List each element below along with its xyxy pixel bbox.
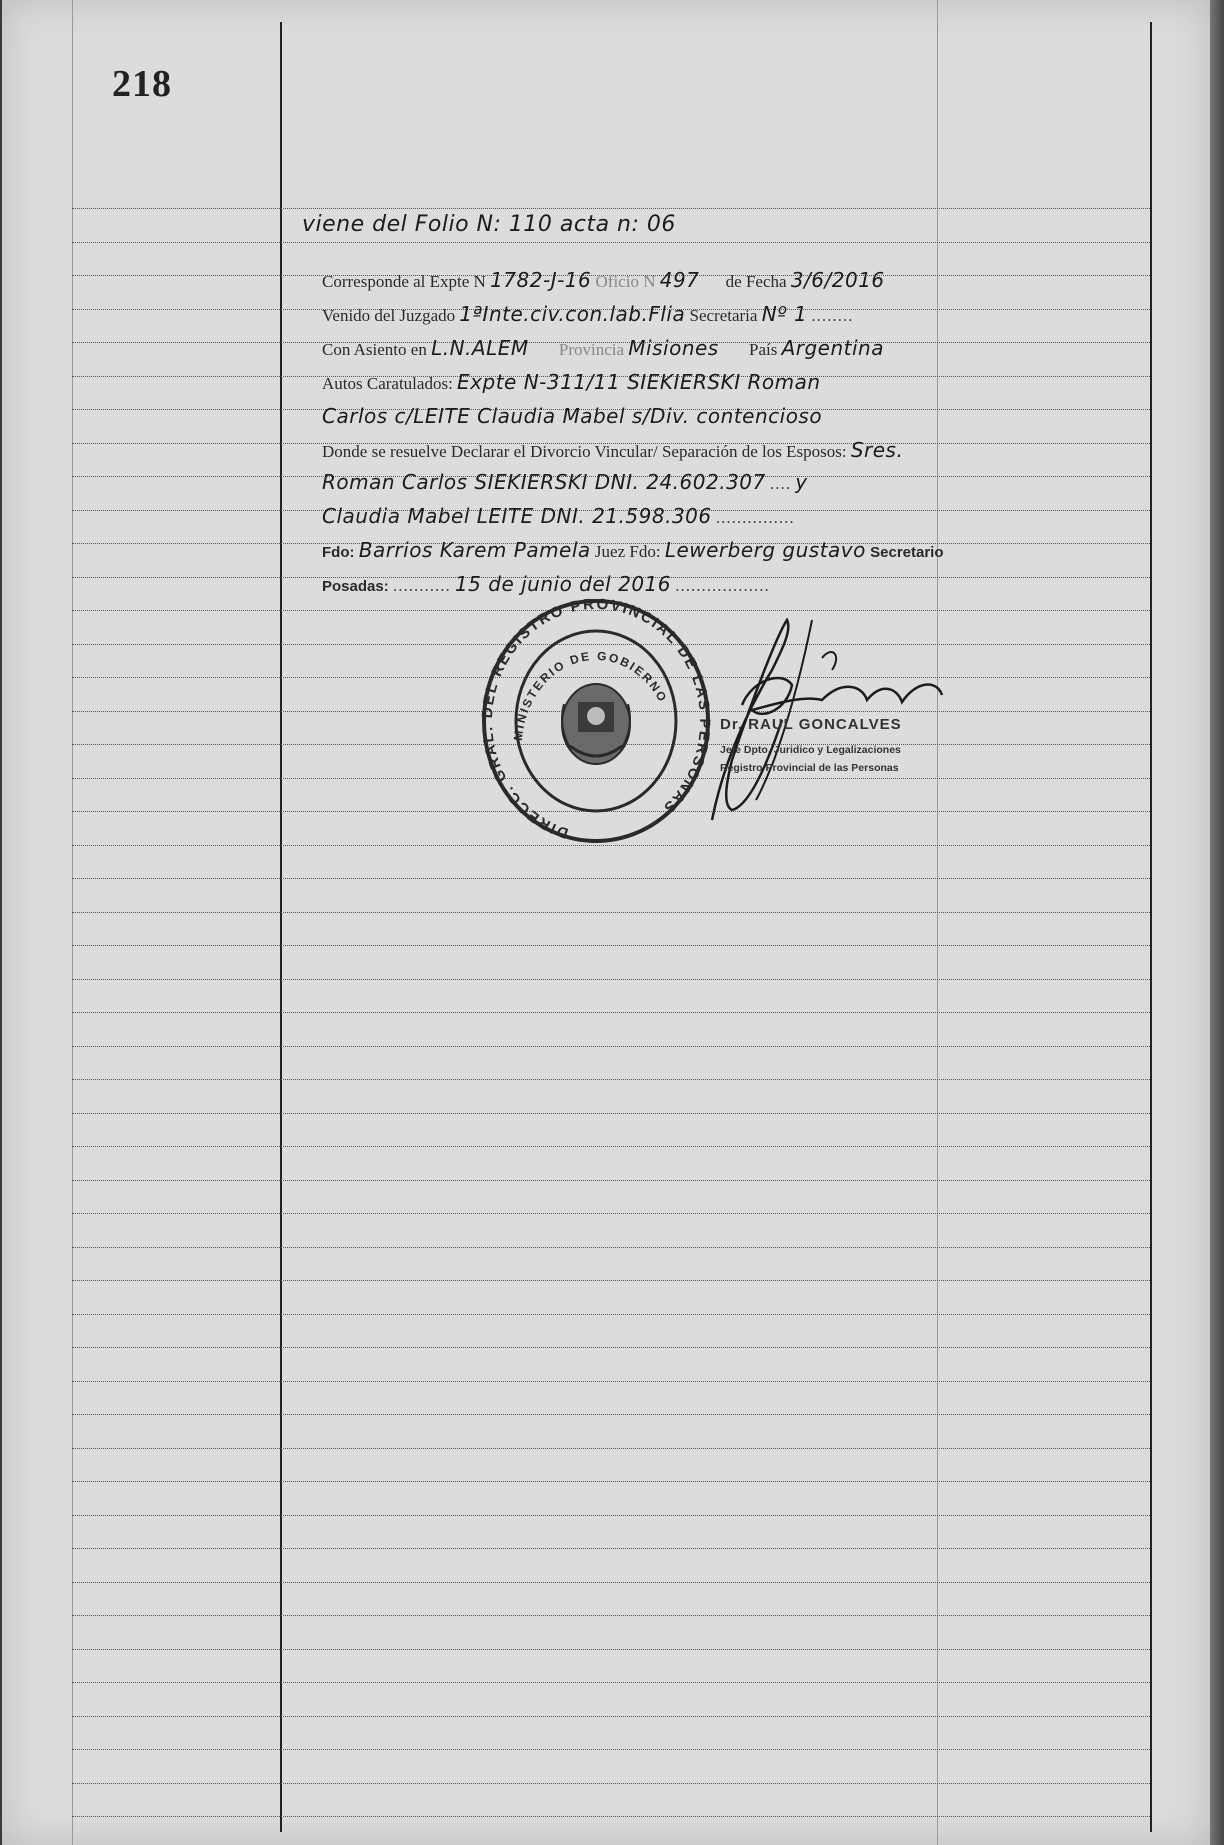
autos-line-2 xyxy=(322,404,822,428)
resuelve-label: Donde se resuelve Declarar el Divorcio Vincular/ Separación de los Esposos: xyxy=(322,442,847,461)
resuelve-line-2 xyxy=(322,470,808,494)
right-margin-line xyxy=(1150,22,1152,1832)
ruled-line xyxy=(72,1682,1150,1683)
coat-of-arms-icon xyxy=(562,684,630,764)
ruled-line xyxy=(72,1783,1150,1784)
asiento-value: L.N.ALEM xyxy=(431,336,529,360)
fecha-value: 3/6/2016 xyxy=(790,268,885,292)
fdo-label: Fdo: xyxy=(322,544,355,561)
ruled-line xyxy=(72,1347,1150,1348)
asiento-line xyxy=(322,336,884,360)
ruled-line xyxy=(72,1414,1150,1415)
posadas-value: 15 de junio del 2016 xyxy=(454,572,671,596)
pais-label: País xyxy=(748,340,778,359)
expte-line xyxy=(322,268,885,292)
resuelve-value-0: Sres. xyxy=(850,438,904,462)
ruled-line xyxy=(72,1012,1150,1013)
ruled-line xyxy=(72,1213,1150,1214)
oficio-label: Oficio N xyxy=(595,272,656,291)
ruled-line xyxy=(72,1649,1150,1650)
pais-value: Argentina xyxy=(781,336,884,360)
provincia-label: Provincia xyxy=(558,340,625,359)
ruled-line xyxy=(72,1448,1150,1449)
ruled-line xyxy=(72,1180,1150,1181)
ruled-line xyxy=(72,1816,1150,1817)
ruled-line xyxy=(72,1481,1150,1482)
fill-dots: ........ xyxy=(811,306,854,325)
ruled-line xyxy=(72,1716,1150,1717)
posadas-line xyxy=(322,572,770,596)
posadas-label: Posadas: xyxy=(322,578,389,595)
ruled-line xyxy=(72,1314,1150,1315)
fill-dots: .................. xyxy=(675,576,770,595)
ruled-line xyxy=(72,1146,1150,1147)
page-edge-shadow xyxy=(1210,0,1224,1845)
signatory-name: Dr. RAUL GONCALVES xyxy=(720,716,902,733)
fdo-juez-value: Barrios Karem Pamela xyxy=(358,538,591,562)
ruled-line xyxy=(72,1079,1150,1080)
ruled-line xyxy=(72,912,1150,913)
resuelve-value-1: Roman Carlos SIEKIERSKI DNI. 24.602.307 xyxy=(322,470,766,494)
expte-label: Corresponde al Expte N xyxy=(322,272,486,291)
ruled-line xyxy=(72,1582,1150,1583)
header-note: viene del Folio N: 110 acta n: 06 xyxy=(302,212,676,237)
fecha-label: de Fecha xyxy=(725,272,787,291)
fill-dots: ........... xyxy=(392,576,451,595)
expte-value: 1782-J-16 xyxy=(490,268,592,292)
fdo-secretario-value: Lewerberg gustavo xyxy=(664,538,866,562)
resuelve-value-2: Claudia Mabel LEITE DNI. 21.598.306 xyxy=(322,504,712,528)
resuelve-line xyxy=(322,438,903,462)
secretaria-value: Nº 1 xyxy=(761,302,808,326)
registry-stamp xyxy=(478,596,714,846)
signatory-office: Registro Provincial de las Personas xyxy=(720,762,899,774)
oficio-value: 497 xyxy=(659,268,700,292)
resuelve-line-3 xyxy=(322,504,795,528)
fill-dots: .... xyxy=(770,474,791,493)
ruled-line xyxy=(72,1749,1150,1750)
ruled-line xyxy=(72,1046,1150,1047)
juzgado-line xyxy=(322,302,853,326)
autos-label: Autos Caratulados: xyxy=(322,374,453,393)
ruled-line xyxy=(72,945,1150,946)
ruled-line xyxy=(72,1615,1150,1616)
ruled-line xyxy=(72,1280,1150,1281)
secretario-label: Secretario xyxy=(870,544,944,561)
ruled-line xyxy=(72,878,1150,879)
fill-dots: ............... xyxy=(715,508,795,527)
juzgado-value: 1ªInte.civ.con.lab.Flia xyxy=(459,302,686,326)
secretaria-label: Secretaria xyxy=(689,306,758,325)
signatory-title: Jefe Dpto. Juridico y Legalizaciones xyxy=(720,744,901,756)
fdo-line xyxy=(322,538,944,562)
ruled-line xyxy=(72,1515,1150,1516)
juzgado-label: Venido del Juzgado xyxy=(322,306,456,325)
stamp-inner-text: MINISTERIO DE GOBIERNO xyxy=(511,648,671,742)
resuelve-value-1-suffix: y xyxy=(795,470,808,494)
autos-value-1: Expte N-311/11 SIEKIERSKI Roman xyxy=(457,370,821,394)
ruled-line xyxy=(72,208,1150,209)
ruled-line xyxy=(72,1247,1150,1248)
ruled-line xyxy=(72,979,1150,980)
provincia-value: Misiones xyxy=(628,336,719,360)
stamp-outer-text: DIRECC. GRAL. DEL REGISTRO PROVINCIAL DE LAS PERSONAS xyxy=(478,596,714,842)
ruled-line xyxy=(72,1381,1150,1382)
ruled-line xyxy=(72,1113,1150,1114)
page-number: 218 xyxy=(112,63,172,105)
autos-line xyxy=(322,370,821,394)
autos-value-2: Carlos c/LEITE Claudia Mabel s/Div. contencioso xyxy=(322,404,823,428)
register-page xyxy=(2,0,1210,1845)
ruled-line xyxy=(72,1548,1150,1549)
asiento-label: Con Asiento en xyxy=(322,340,427,359)
ruled-line xyxy=(72,242,1150,243)
juez-label: Juez Fdo: xyxy=(594,542,661,561)
